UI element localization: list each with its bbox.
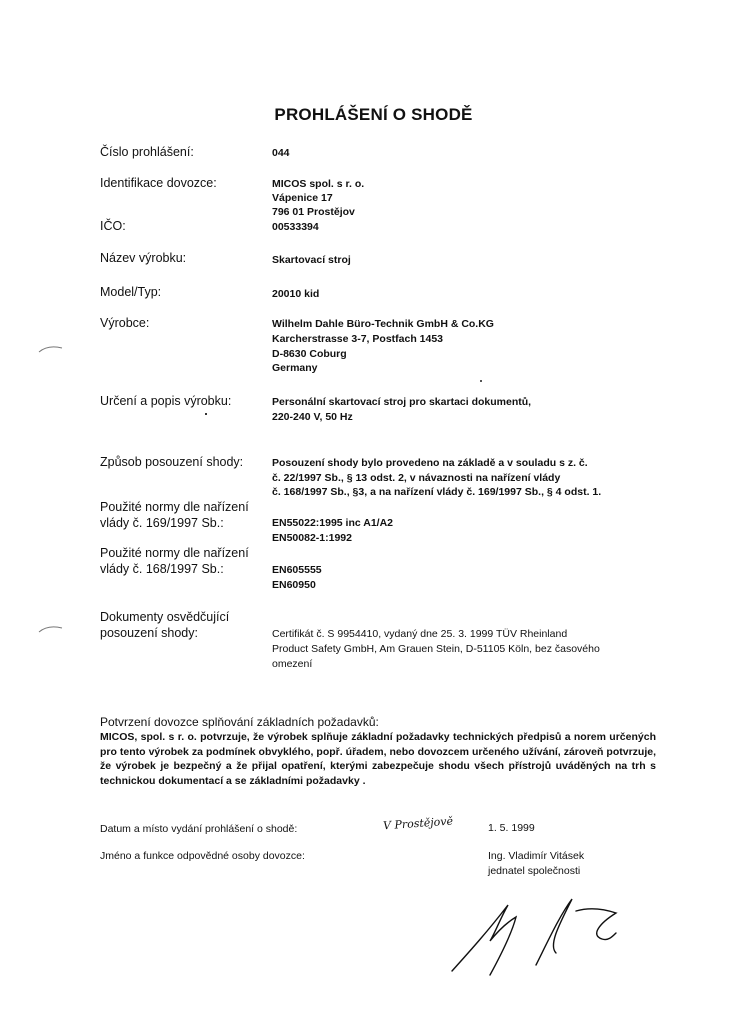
label-manufacturer: Výrobce: [100, 316, 150, 330]
label-documents: Dokumenty osvědčující [100, 610, 230, 624]
responsible-person-role: jednatel společnosti [488, 865, 581, 877]
value-documents-line: Product Safety GmbH, Am Grauen Stein, D-51105 Köln, bez časového [272, 643, 600, 655]
value-manufacturer-line: Wilhelm Dahle Büro-Technik GmbH & Co.KG [272, 318, 494, 330]
responsible-person-name: Ing. Vladimír Vitásek [488, 850, 585, 862]
value-manufacturer-line: D-8630 Coburg [272, 348, 347, 360]
value-norms-169-line: EN50082-1:1992 [272, 532, 352, 544]
label-assessment-method: Způsob posouzení shody: [100, 455, 244, 469]
dot-mark [205, 413, 207, 415]
value-declaration-number: 044 [272, 147, 290, 159]
label-norms-168-line2: vlády č. 168/1997 Sb.: [100, 562, 224, 576]
value-importer-line: MICOS spol. s r. o. [272, 178, 365, 190]
value-importer-line: 796 01 Prostějov [272, 206, 355, 218]
value-manufacturer-line: Karcherstrasse 3-7, Postfach 1453 [272, 333, 444, 345]
label-purpose: Určení a popis výrobku: [100, 394, 232, 408]
value-assessment-line: č. 22/1997 Sb., § 13 odst. 2, v návaznosti na nařízení vlády [272, 472, 561, 484]
date-place-label: Datum a místo vydání prohlášení o shodě: [100, 823, 298, 835]
responsible-person-label: Jméno a funkce odpovědné osoby dovozce: [100, 850, 305, 862]
confirmation-heading: Potvrzení dovozce splňování základních požadavků: [100, 715, 379, 729]
label-importer: Identifikace dovozce: [100, 176, 217, 190]
value-importer-line: Vápenice 17 [272, 192, 333, 204]
margin-mark [38, 624, 64, 634]
value-purpose-line: 220-240 V, 50 Hz [272, 411, 353, 423]
confirmation-text: MICOS, spol. s r. o. potvrzuje, že výrobek splňuje základní požadavky technických předpisů a norem určených pro tento výrobek za podmínek obvyklého, popř. úřadem, nebo dovozcem určeného užívání, zároveň potvrzuje, že výrobek je bezpečný a že přijal opatření, kterými zabezpečuje shodu všech přístrojů uváděných na trh s technickou dokumentací a se základními požadavky . [100, 731, 656, 787]
value-product-name: Skartovací stroj [272, 254, 351, 266]
value-norms-168-line: EN60950 [272, 579, 316, 591]
handwritten-place: V Prostějově [382, 814, 454, 833]
label-documents-line2: posouzení shody: [100, 626, 198, 640]
value-documents-line: Certifikát č. S 9954410, vydaný dne 25. 3. 1999 TÜV Rheinland [272, 628, 568, 640]
label-ico: IČO: [100, 219, 126, 233]
dot-mark [480, 380, 482, 382]
signature [440, 893, 620, 978]
label-norms-169: Použité normy dle nařízení [100, 500, 249, 514]
margin-mark [38, 344, 64, 354]
value-manufacturer-line: Germany [272, 362, 318, 374]
issue-date: 1. 5. 1999 [488, 822, 535, 834]
label-product-name: Název výrobku: [100, 251, 187, 265]
label-declaration-number: Číslo prohlášení: [100, 145, 194, 159]
document-title: PROHLÁŠENÍ O SHODĚ [274, 105, 473, 124]
value-norms-168-line: EN605555 [272, 564, 322, 576]
value-ico: 00533394 [272, 221, 319, 233]
value-assessment-line: Posouzení shody bylo provedeno na základě a v souladu s z. č. [272, 457, 588, 469]
value-documents-line: omezení [272, 658, 313, 670]
value-model: 20010 kid [272, 288, 320, 300]
label-norms-168: Použité normy dle nařízení [100, 546, 249, 560]
label-norms-169-line2: vlády č. 169/1997 Sb.: [100, 516, 224, 530]
value-norms-169-line: EN55022:1995 inc A1/A2 [272, 517, 394, 529]
label-model: Model/Typ: [100, 285, 162, 299]
value-assessment-line: č. 168/1997 Sb., §3, a na nařízení vlády č. 169/1997 Sb., § 4 odst. 1. [272, 486, 602, 498]
value-purpose-line: Personální skartovací stroj pro skartaci dokumentů, [272, 396, 532, 408]
